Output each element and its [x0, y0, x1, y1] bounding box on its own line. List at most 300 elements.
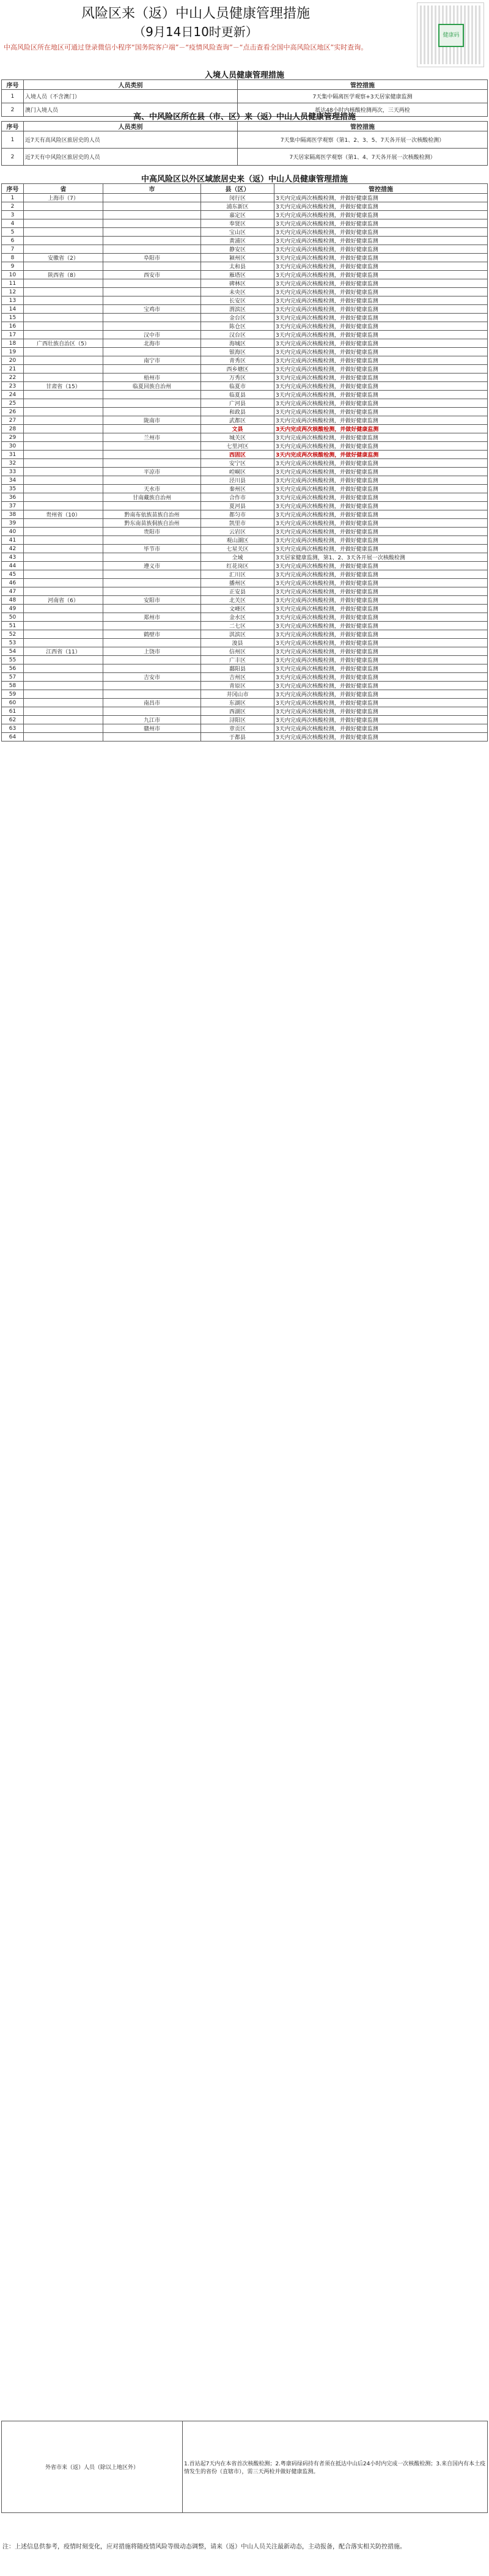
table-row [2, 502, 488, 510]
col-measure: 管控措施 [238, 122, 488, 131]
table-row [2, 630, 488, 639]
table-row [2, 425, 488, 433]
col-no: 序号 [2, 80, 24, 90]
table-row [2, 528, 488, 536]
row-province [24, 699, 103, 707]
row-county: 碑林区 [201, 279, 274, 288]
row-county: 汇川区 [201, 570, 274, 579]
row-county: 安宁区 [201, 459, 274, 468]
row-city [103, 245, 201, 254]
table-row [2, 322, 488, 331]
row-province: 上海市（7） [24, 194, 103, 202]
row-county: 长安区 [201, 296, 274, 305]
row-county: 于都县 [201, 733, 274, 742]
row-measure: 3天内完成两次核酸检测，并做好健康监测 [274, 493, 488, 502]
row-city: 南昌市 [103, 699, 201, 707]
row-measure: 3天内完成两次核酸检测，并做好健康监测 [274, 613, 488, 622]
table-row [2, 639, 488, 647]
row-number: 57 [2, 673, 24, 682]
row-city [103, 365, 201, 374]
row-number: 12 [2, 288, 24, 296]
row-county: 合作市 [201, 493, 274, 502]
row-number: 4 [2, 219, 24, 228]
row-measure: 3天内完成两次核酸检测，并做好健康监测 [274, 605, 488, 613]
row-province [24, 202, 103, 211]
row-province [24, 314, 103, 322]
outside-table [1, 183, 488, 742]
row-number: 49 [2, 605, 24, 613]
row-number: 5 [2, 228, 24, 237]
row-county: 西乡塘区 [201, 365, 274, 374]
row-measure: 3天内完成两次核酸检测，并做好健康监测 [274, 536, 488, 545]
row-measure: 7天集中隔离医学观察+3天居家健康监测 [238, 90, 488, 103]
table-row [2, 365, 488, 374]
table-row [2, 279, 488, 288]
row-measure: 3天内完成两次核酸检测，并做好健康监测 [274, 288, 488, 296]
table-row [2, 724, 488, 733]
table-row [2, 647, 488, 656]
table-row [2, 288, 488, 296]
row-measure: 3天内完成两次核酸检测，并做好健康监测 [274, 296, 488, 305]
row-city [103, 194, 201, 202]
row-province [24, 425, 103, 433]
table-row [2, 673, 488, 682]
row-province [24, 305, 103, 314]
row-county: 太和县 [201, 262, 274, 271]
row-county: 淇滨区 [201, 630, 274, 639]
row-measure: 3天内完成两次核酸检测，并做好健康监测 [274, 442, 488, 451]
midhigh-section-title: 高、中风险区所在县（市、区）来（返）中山人员健康管理措施 [133, 112, 356, 122]
table-row [2, 476, 488, 485]
row-province [24, 716, 103, 724]
col-category: 人员类别 [24, 80, 238, 90]
row-category: 近7天有高风险区旅居史的人员 [24, 131, 238, 149]
footer-measure: 1.首站起7天内在本省首次核酸检测；2.粤康码绿码持有者须在抵达中山后24小时内完成一次核酸检测；3.来自国内有本土疫情发生的省份（直辖市），需三天两检并做好健康监测。 [183, 2421, 488, 2513]
row-county: 七星关区 [201, 545, 274, 553]
row-province [24, 331, 103, 339]
row-city: 黔南布依族苗族自治州 [103, 510, 201, 519]
row-city: 黔东南苗族侗族自治州 [103, 519, 201, 528]
row-province [24, 365, 103, 374]
row-measure: 3天内完成两次核酸检测，并做好健康监测 [274, 271, 488, 279]
notice-text: 中高风险区所在地区可通过登录微信小程序“国务院客户端”－“疫情风险查询”－“点击查看全国中高风险区地区”实时查询。 [4, 43, 368, 51]
row-county: 颍州区 [201, 254, 274, 262]
row-number: 62 [2, 716, 24, 724]
table-row [2, 219, 488, 228]
row-province [24, 245, 103, 254]
row-city: 安阳市 [103, 596, 201, 605]
row-measure: 3天内完成两次核酸检测，并做好健康监测 [274, 237, 488, 245]
row-measure: 抵达48小时内核酸检测两次，三天两检 [238, 103, 488, 117]
table-row [2, 682, 488, 690]
row-measure: 3天内完成两次核酸检测，并做好健康监测 [274, 476, 488, 485]
row-province: 甘肃省（15） [24, 382, 103, 391]
row-province [24, 433, 103, 442]
row-city [103, 202, 201, 211]
table-row [2, 613, 488, 622]
row-county: 陈仓区 [201, 322, 274, 331]
row-province [24, 605, 103, 613]
row-county: 章贡区 [201, 724, 274, 733]
page-title: 风险区来（返）中山人员健康管理措施 [81, 6, 310, 21]
row-province [24, 690, 103, 699]
row-city: 九江市 [103, 716, 201, 724]
row-measure: 3天内完成两次核酸检测，并做好健康监测 [274, 664, 488, 673]
row-city [103, 459, 201, 468]
row-number: 44 [2, 562, 24, 570]
table-row [2, 331, 488, 339]
row-province [24, 476, 103, 485]
row-number: 51 [2, 622, 24, 630]
row-measure: 3天内完成两次核酸检测，并做好健康监测 [274, 433, 488, 442]
row-measure: 3天内完成两次核酸检测，并做好健康监测 [274, 716, 488, 724]
row-county: 都匀市 [201, 510, 274, 519]
row-county: 静安区 [201, 245, 274, 254]
table-row [2, 374, 488, 382]
row-county: 奉贤区 [201, 219, 274, 228]
row-county: 鄱阳县 [201, 664, 274, 673]
row-number: 10 [2, 271, 24, 279]
row-number: 55 [2, 656, 24, 664]
row-province [24, 622, 103, 630]
row-province [24, 493, 103, 502]
row-number: 32 [2, 459, 24, 468]
row-measure: 3天内完成两次核酸检测，并做好健康监测 [274, 528, 488, 536]
row-city [103, 707, 201, 716]
row-province [24, 613, 103, 622]
row-number: 27 [2, 416, 24, 425]
row-number: 31 [2, 451, 24, 459]
row-number: 41 [2, 536, 24, 545]
row-city [103, 656, 201, 664]
table-row [2, 314, 488, 322]
row-city [103, 399, 201, 408]
row-measure: 3天居家健康监测，第1、2、3天各开展一次核酸检测 [274, 553, 488, 562]
row-county: 泾川县 [201, 476, 274, 485]
row-city: 天水市 [103, 485, 201, 493]
row-province [24, 237, 103, 245]
row-measure: 3天内完成两次核酸检测，并做好健康监测 [274, 630, 488, 639]
row-measure: 3天内完成两次核酸检测，并做好健康监测 [274, 331, 488, 339]
row-city [103, 587, 201, 596]
row-measure: 3天内完成两次核酸检测，并做好健康监测 [274, 639, 488, 647]
row-number: 33 [2, 468, 24, 476]
col-county: 县（区） [201, 184, 274, 194]
table-row [2, 510, 488, 519]
row-measure: 3天内完成两次核酸检测，并做好健康监测 [274, 579, 488, 587]
row-province [24, 374, 103, 382]
row-number: 9 [2, 262, 24, 271]
table-row [2, 262, 488, 271]
row-city: 上饶市 [103, 647, 201, 656]
row-county: 浔阳区 [201, 716, 274, 724]
row-province [24, 656, 103, 664]
row-city: 兰州市 [103, 433, 201, 442]
row-county: 全域 [201, 553, 274, 562]
row-city: 西安市 [103, 271, 201, 279]
row-measure: 3天内完成两次核酸检测，并做好健康监测 [274, 570, 488, 579]
col-city: 市 [103, 184, 201, 194]
row-measure: 3天内完成两次核酸检测，并做好健康监测 [274, 656, 488, 664]
row-city: 梧州市 [103, 374, 201, 382]
row-measure: 3天内完成两次核酸检测，并做好健康监测 [274, 647, 488, 656]
row-measure: 3天内完成两次核酸检测，并做好健康监测 [274, 339, 488, 348]
row-measure: 3天内完成两次核酸检测，并做好健康监测 [274, 211, 488, 219]
row-county: 银海区 [201, 348, 274, 356]
row-category: 澳门入境人员 [24, 103, 238, 117]
row-province [24, 262, 103, 271]
row-number: 63 [2, 724, 24, 733]
table-row [2, 348, 488, 356]
row-number: 52 [2, 630, 24, 639]
row-number: 6 [2, 237, 24, 245]
row-city [103, 211, 201, 219]
row-measure: 3天内完成两次核酸检测，并做好健康监测 [274, 348, 488, 356]
row-city [103, 536, 201, 545]
row-number: 18 [2, 339, 24, 348]
row-number: 35 [2, 485, 24, 493]
table-row [2, 382, 488, 391]
row-measure: 3天内完成两次核酸检测，并做好健康监测 [274, 254, 488, 262]
row-city [103, 639, 201, 647]
row-province [24, 724, 103, 733]
midhigh-table [1, 121, 488, 166]
row-county: 闵行区 [201, 194, 274, 202]
row-county: 正安县 [201, 587, 274, 596]
row-number: 38 [2, 510, 24, 519]
row-county: 临夏县 [201, 391, 274, 399]
row-county: 西固区 [201, 451, 274, 459]
row-number: 26 [2, 408, 24, 416]
row-province [24, 639, 103, 647]
row-number: 8 [2, 254, 24, 262]
row-province [24, 673, 103, 682]
row-city [103, 408, 201, 416]
row-province [24, 570, 103, 579]
row-city [103, 690, 201, 699]
row-measure: 3天内完成两次核酸检测，并做好健康监测 [274, 459, 488, 468]
row-measure: 3天内完成两次核酸检测，并做好健康监测 [274, 262, 488, 271]
row-county: 浚县 [201, 639, 274, 647]
row-measure: 3天内完成两次核酸检测，并做好健康监测 [274, 587, 488, 596]
row-province [24, 485, 103, 493]
row-measure: 3天内完成两次核酸检测，并做好健康监测 [274, 485, 488, 493]
row-measure: 3天内完成两次核酸检测，并做好健康监测 [274, 724, 488, 733]
row-county: 万秀区 [201, 374, 274, 382]
row-city: 汉中市 [103, 331, 201, 339]
row-number: 2 [2, 202, 24, 211]
footer-row [2, 2421, 488, 2513]
row-number: 64 [2, 733, 24, 742]
table-row [2, 305, 488, 314]
table-row [2, 254, 488, 262]
row-number: 45 [2, 570, 24, 579]
row-measure: 3天内完成两次核酸检测，并做好健康监测 [274, 502, 488, 510]
table-row [2, 570, 488, 579]
row-city [103, 348, 201, 356]
row-city [103, 237, 201, 245]
col-no: 序号 [2, 184, 24, 194]
row-number: 13 [2, 296, 24, 305]
row-category: 入境人员（不含澳门） [24, 90, 238, 103]
row-province [24, 211, 103, 219]
row-number: 42 [2, 545, 24, 553]
row-measure: 3天内完成两次核酸检测，并做好健康监测 [274, 408, 488, 416]
row-county: 和政县 [201, 408, 274, 416]
row-city [103, 425, 201, 433]
table-row [2, 408, 488, 416]
row-number: 20 [2, 356, 24, 365]
row-province [24, 468, 103, 476]
row-measure: 3天内完成两次核酸检测，并做好健康监测 [274, 545, 488, 553]
row-number: 40 [2, 528, 24, 536]
row-county: 海城区 [201, 339, 274, 348]
row-city: 阜阳市 [103, 254, 201, 262]
row-county: 未央区 [201, 288, 274, 296]
row-city: 郑州市 [103, 613, 201, 622]
row-city [103, 322, 201, 331]
row-number: 23 [2, 382, 24, 391]
row-province: 江西省（11） [24, 647, 103, 656]
row-county: 嘉定区 [201, 211, 274, 219]
table-row [2, 493, 488, 502]
row-county: 青秀区 [201, 356, 274, 365]
table-row [2, 433, 488, 442]
footer-note: 注：上述信息供参考，疫情时刻变化，应对措施将随疫情风险等级动态调整，请来（返）中山人员关注最新动态，主动报备，配合落实相关防控措施。 [2, 2544, 406, 2550]
row-measure: 3天内完成两次核酸检测，并做好健康监测 [274, 416, 488, 425]
col-province: 省 [24, 184, 103, 194]
row-number: 47 [2, 587, 24, 596]
row-measure: 3天内完成两次核酸检测，并做好健康监测 [274, 356, 488, 365]
row-county: 雁塔区 [201, 271, 274, 279]
row-number: 56 [2, 664, 24, 673]
table-row [2, 716, 488, 724]
table-row [2, 699, 488, 707]
col-no: 序号 [2, 122, 24, 131]
row-city [103, 605, 201, 613]
row-measure: 3天内完成两次核酸检测，并做好健康监测 [274, 673, 488, 682]
row-measure: 3天内完成两次核酸检测，并做好健康监测 [274, 451, 488, 459]
row-city: 陇南市 [103, 416, 201, 425]
row-city [103, 664, 201, 673]
row-city [103, 262, 201, 271]
table-row [2, 131, 488, 149]
row-county: 吉州区 [201, 673, 274, 682]
col-measure: 管控措施 [238, 80, 488, 90]
row-province [24, 228, 103, 237]
row-county: 夏河县 [201, 502, 274, 510]
row-province [24, 545, 103, 553]
row-county: 黄浦区 [201, 237, 274, 245]
row-province [24, 502, 103, 510]
row-county: 广河县 [201, 399, 274, 408]
row-number: 60 [2, 699, 24, 707]
table-row [2, 485, 488, 493]
row-measure: 3天内完成两次核酸检测，并做好健康监测 [274, 510, 488, 519]
row-city: 平凉市 [103, 468, 201, 476]
table-row [2, 519, 488, 528]
row-county: 井冈山市 [201, 690, 274, 699]
row-number: 50 [2, 613, 24, 622]
table-row [2, 202, 488, 211]
table-row [2, 451, 488, 459]
row-number: 39 [2, 519, 24, 528]
row-number: 29 [2, 433, 24, 442]
col-measure: 管控措施 [274, 184, 488, 194]
row-measure: 7天集中隔离医学观察（第1、2、3、5、7天各开展一次核酸检测） [238, 131, 488, 149]
row-county: 临夏市 [201, 382, 274, 391]
row-number: 2 [2, 149, 24, 166]
header [0, 0, 489, 67]
row-measure: 3天内完成两次核酸检测，并做好健康监测 [274, 245, 488, 254]
row-province [24, 528, 103, 536]
table-row [2, 468, 488, 476]
row-city [103, 622, 201, 630]
table-row [2, 579, 488, 587]
row-city [103, 219, 201, 228]
row-province: 河南省（6） [24, 596, 103, 605]
table-row [2, 391, 488, 399]
row-number: 24 [2, 391, 24, 399]
table-row [2, 707, 488, 716]
row-measure: 3天内完成两次核酸检测，并做好健康监测 [274, 374, 488, 382]
table-row [2, 237, 488, 245]
row-city [103, 733, 201, 742]
table-row [2, 605, 488, 613]
row-province [24, 279, 103, 288]
row-city: 贵阳市 [103, 528, 201, 536]
row-county: 汉台区 [201, 331, 274, 339]
row-province [24, 391, 103, 399]
table-row [2, 664, 488, 673]
row-county: 西湖区 [201, 707, 274, 716]
col-category: 人员类别 [24, 122, 238, 131]
row-number: 1 [2, 194, 24, 202]
page-subtitle: （9月14日10时更新） [133, 24, 258, 39]
row-measure: 3天内完成两次核酸检测，并做好健康监测 [274, 228, 488, 237]
row-number: 15 [2, 314, 24, 322]
row-measure: 3天内完成两次核酸检测，并做好健康监测 [274, 314, 488, 322]
row-city [103, 553, 201, 562]
outside-section-title: 中高风险区以外区域旅居史来（返）中山人员健康管理措施 [141, 175, 348, 184]
row-number: 1 [2, 131, 24, 149]
row-province [24, 707, 103, 716]
row-measure: 3天内完成两次核酸检测，并做好健康监测 [274, 219, 488, 228]
row-city [103, 682, 201, 690]
row-number: 19 [2, 348, 24, 356]
row-number: 2 [2, 103, 24, 117]
row-province [24, 664, 103, 673]
row-province [24, 562, 103, 570]
row-number: 25 [2, 399, 24, 408]
row-province [24, 322, 103, 331]
row-number: 1 [2, 90, 24, 103]
table-row [2, 211, 488, 219]
row-county: 青原区 [201, 682, 274, 690]
row-city [103, 228, 201, 237]
row-province [24, 348, 103, 356]
row-province: 广西壮族自治区（5） [24, 339, 103, 348]
row-province: 安徽省（2） [24, 254, 103, 262]
table-row [2, 622, 488, 630]
row-measure: 3天内完成两次核酸检测，并做好健康监测 [274, 365, 488, 374]
table-row [2, 733, 488, 742]
row-province [24, 451, 103, 459]
row-county: 七里河区 [201, 442, 274, 451]
row-province [24, 399, 103, 408]
row-province [24, 356, 103, 365]
table-row [2, 545, 488, 553]
